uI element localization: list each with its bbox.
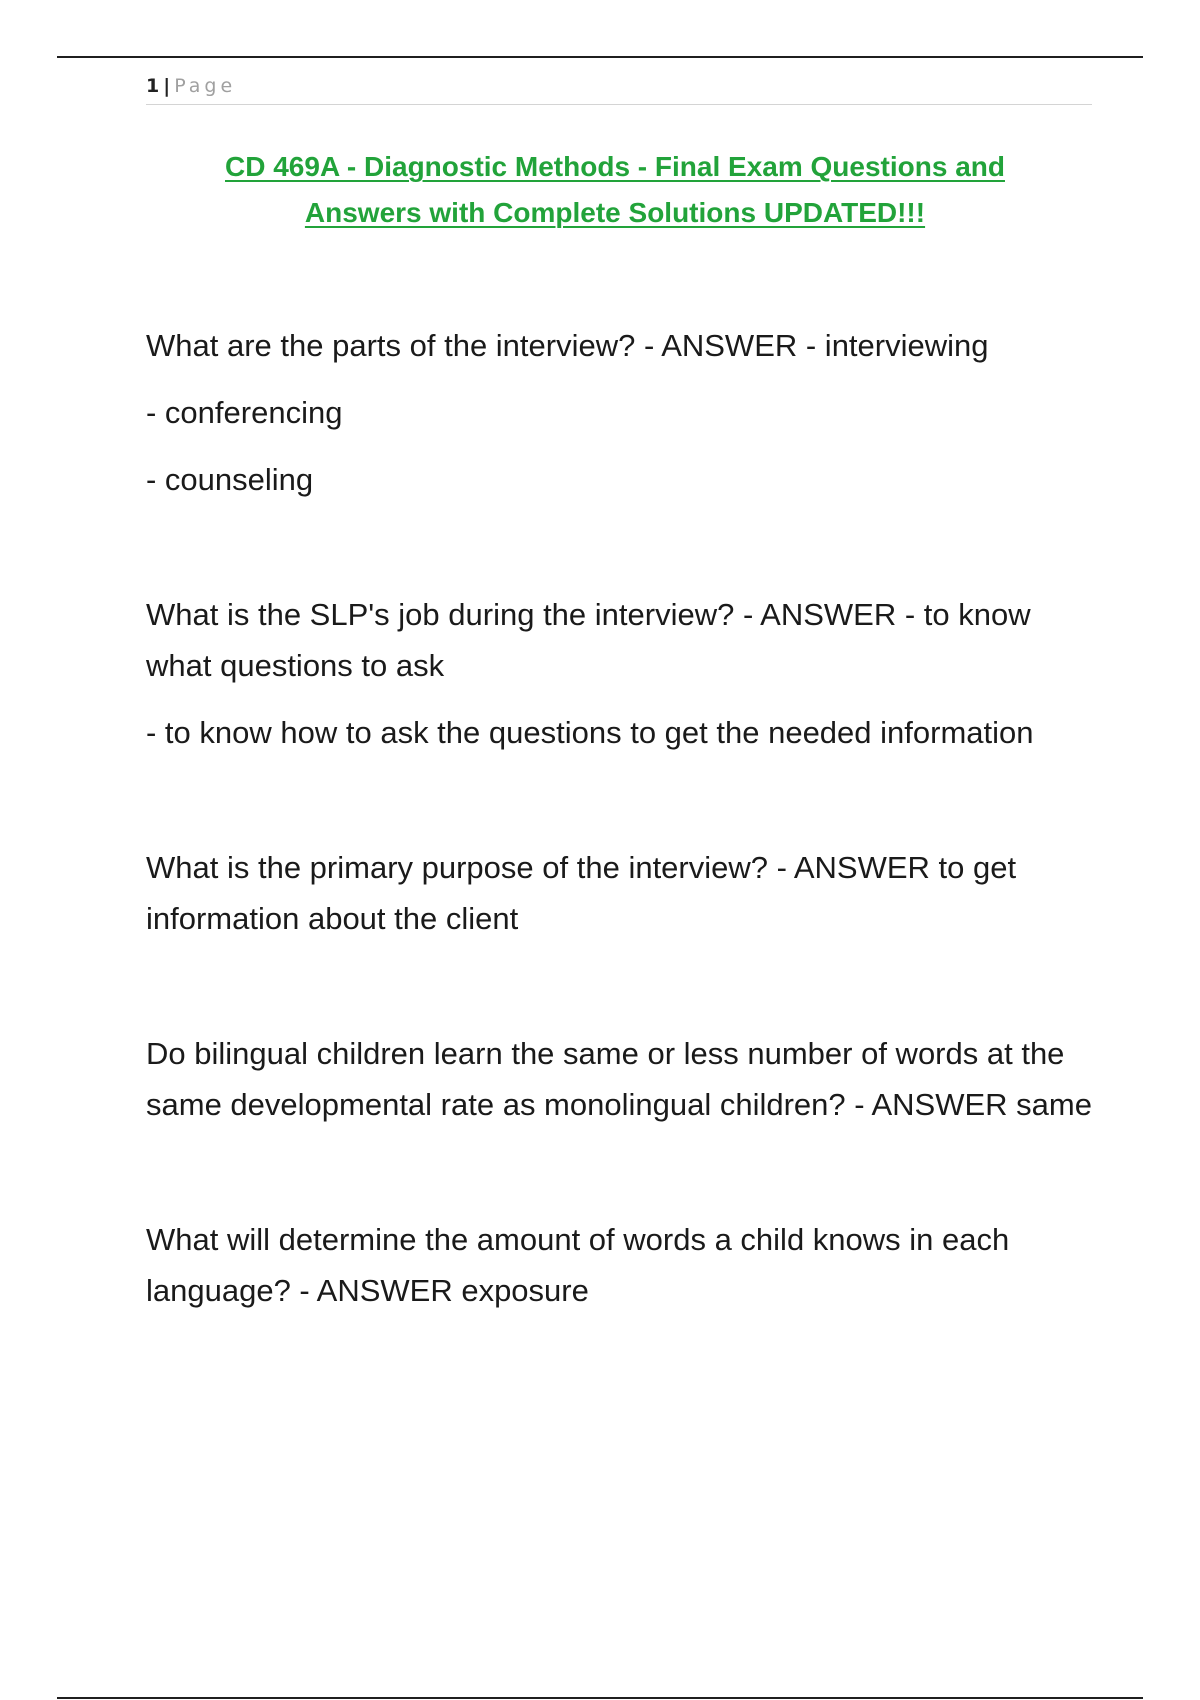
qa-item: [146, 320, 1092, 505]
qa-content: [146, 320, 1092, 1400]
qa-question: What will determine the amount of words a child knows in each language? - ANSWER exposure: [146, 1222, 1010, 1308]
qa-answer-line: - counseling: [146, 462, 314, 497]
title-line-1: CD 469A - Diagnostic Methods - Final Exam Questions and: [225, 151, 1005, 182]
top-rule: [57, 56, 1143, 58]
qa-question: Do bilingual children learn the same or less number of words at the same developmental rate as monolingual children? - ANSWER same: [146, 1036, 1092, 1122]
qa-item: [146, 1028, 1092, 1130]
bottom-rule: [57, 1697, 1143, 1699]
page-label: Page: [174, 75, 237, 97]
page-separator: |: [163, 75, 171, 97]
page-header: [146, 74, 1092, 105]
title-line-2: Answers with Complete Solutions UPDATED!!!: [304, 197, 926, 228]
qa-item: [146, 842, 1092, 944]
qa-item: [146, 589, 1092, 758]
qa-item: [146, 1214, 1092, 1316]
qa-question: What is the primary purpose of the interview? - ANSWER to get information about the client: [146, 850, 1017, 936]
qa-question: What are the parts of the interview? - ANSWER - interviewing: [146, 328, 989, 363]
page-number: 1: [146, 75, 160, 97]
qa-answer-line: - to know how to ask the questions to get the needed information: [146, 715, 1034, 750]
qa-question: What is the SLP's job during the interview? - ANSWER - to know what questions to ask: [146, 597, 1031, 683]
document-title: [120, 144, 1110, 236]
qa-answer-line: - conferencing: [146, 395, 343, 430]
